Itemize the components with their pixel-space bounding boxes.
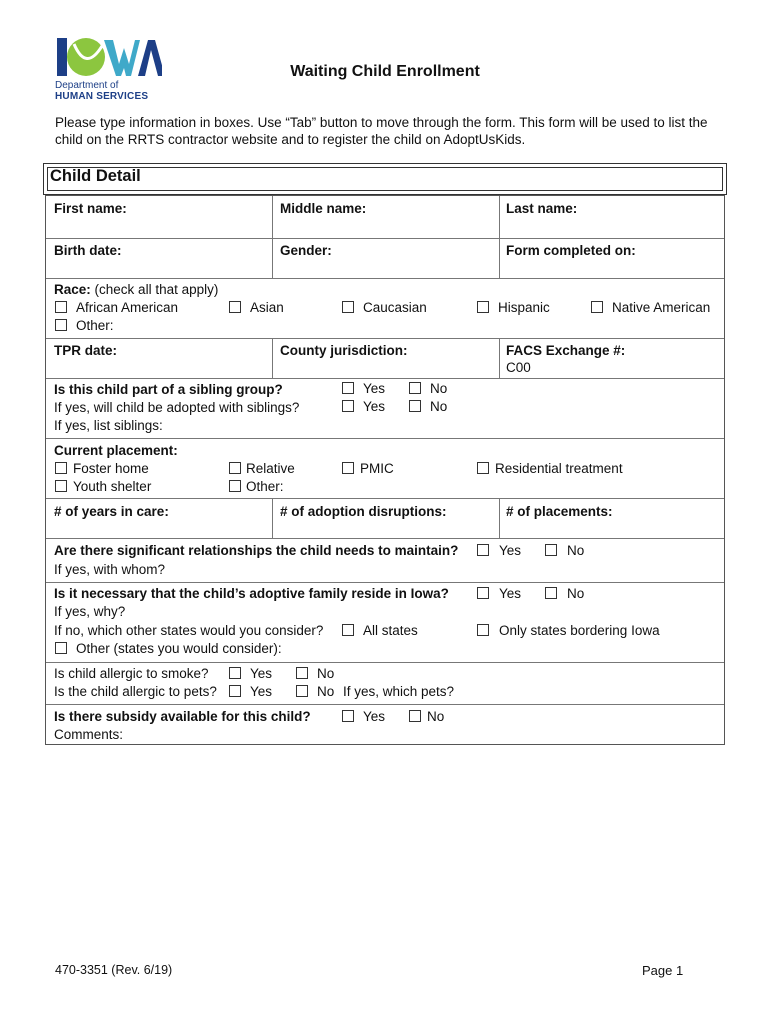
placement-foster-label: Foster home (73, 461, 149, 476)
form-instructions: Please type information in boxes. Use “Tab” button to move through the form. This form will be used to list the child on the RRTS contractor website and to register the child on AdoptUsKids. (55, 115, 708, 147)
sibling-adopted-yes-label: Yes (363, 399, 386, 414)
placement-residential-checkbox[interactable] (477, 462, 489, 474)
row-divider (46, 498, 724, 499)
current-placement-label: Current placement: (54, 443, 178, 458)
other-states-question: If no, which other states would you consider? (54, 623, 324, 638)
race-caucasian-checkbox[interactable] (342, 301, 354, 313)
adoption-disruptions-label: # of adoption disruptions: (280, 504, 447, 519)
subsidy-no-checkbox[interactable] (409, 710, 421, 722)
section-title: Child Detail (50, 167, 141, 185)
iowa-yes-label: Yes (499, 586, 522, 601)
years-in-care-label: # of years in care: (54, 504, 169, 519)
pets-no-checkbox[interactable] (296, 685, 308, 697)
iowa-no-label: No (567, 586, 585, 601)
race-label: Race: (54, 282, 91, 297)
relationships-whom-label: If yes, with whom? (54, 562, 166, 577)
row-divider (46, 582, 724, 583)
pets-yes-checkbox[interactable] (229, 685, 241, 697)
row-divider (46, 704, 724, 705)
tpr-date-label: TPR date: (54, 343, 118, 358)
placement-youth-shelter-label: Youth shelter (73, 479, 152, 494)
relationships-question: Are there significant relationships the child needs to maintain? (54, 543, 459, 558)
iowa-residence-question: Is it necessary that the child’s adoptive family reside in Iowa? (54, 586, 449, 601)
race-caucasian-label: Caucasian (363, 300, 427, 315)
race-other-checkbox[interactable] (55, 319, 67, 331)
race-hispanic-label: Hispanic (498, 300, 550, 315)
sibling-adopted-yes-checkbox[interactable] (342, 400, 354, 412)
relationships-no-checkbox[interactable] (545, 544, 557, 556)
other-states-label: Other (states you would consider): (76, 641, 282, 656)
sibling-list-label: If yes, list siblings: (54, 418, 163, 433)
sibling-no-checkbox[interactable] (409, 382, 421, 394)
logo-line-1: Department of (55, 80, 119, 91)
all-states-checkbox[interactable] (342, 624, 354, 636)
race-native-american-checkbox[interactable] (591, 301, 603, 313)
county-label: County jurisdiction: (280, 343, 408, 358)
section-header (43, 163, 727, 195)
race-asian-checkbox[interactable] (229, 301, 241, 313)
subsidy-yes-checkbox[interactable] (342, 710, 354, 722)
section-header-inner (47, 167, 723, 191)
relationships-no-label: No (567, 543, 585, 558)
placement-foster-checkbox[interactable] (55, 462, 67, 474)
column-divider (272, 338, 273, 378)
logo-line-2: HUMAN SERVICES (55, 91, 149, 102)
race-heading (54, 282, 218, 297)
placement-other-checkbox[interactable] (229, 480, 241, 492)
middle-name-label: Middle name: (280, 201, 367, 216)
first-name-label: First name: (54, 201, 127, 216)
sibling-question: Is this child part of a sibling group? (54, 382, 283, 397)
row-divider (46, 662, 724, 663)
form-title (0, 63, 770, 81)
pets-yes-label: Yes (250, 684, 273, 699)
facs-exchange-label: FACS Exchange #: (506, 343, 626, 358)
placement-relative-checkbox[interactable] (229, 462, 241, 474)
row-divider (46, 538, 724, 539)
all-states-label: All states (363, 623, 418, 638)
smoke-yes-checkbox[interactable] (229, 667, 241, 679)
race-native-american-label: Native American (612, 300, 711, 315)
form-title-text: Waiting Child Enrollment (290, 63, 480, 80)
smoke-no-label: No (317, 666, 335, 681)
sibling-yes-checkbox[interactable] (342, 382, 354, 394)
placement-pmic-checkbox[interactable] (342, 462, 354, 474)
column-divider (499, 338, 500, 378)
iowa-no-checkbox[interactable] (545, 587, 557, 599)
iowa-yes-checkbox[interactable] (477, 587, 489, 599)
subsidy-question: Is there subsidy available for this child? (54, 709, 311, 724)
gender-label: Gender: (280, 243, 332, 258)
form-completed-label: Form completed on: (506, 243, 636, 258)
other-states-checkbox[interactable] (55, 642, 67, 654)
race-african-american-checkbox[interactable] (55, 301, 67, 313)
subsidy-yes-label: Yes (363, 709, 386, 724)
row-divider (46, 378, 724, 379)
smoke-allergy-question: Is child allergic to smoke? (54, 666, 209, 681)
column-divider (499, 196, 500, 278)
race-other-label: Other: (76, 318, 114, 333)
placement-pmic-label: PMIC (360, 461, 394, 476)
comments-label: Comments: (54, 727, 124, 742)
facs-exchange-value: C00 (506, 360, 531, 375)
row-divider (46, 338, 724, 339)
form-number: 470-3351 (Rev. 6/19) (55, 963, 173, 977)
placement-other-label: Other: (246, 479, 284, 494)
race-asian-label: Asian (250, 300, 284, 315)
pets-no-label: No (317, 684, 335, 699)
column-divider (272, 196, 273, 278)
race-hispanic-checkbox[interactable] (477, 301, 489, 313)
row-divider (46, 238, 724, 239)
last-name-label: Last name: (506, 201, 578, 216)
bordering-states-label: Only states bordering Iowa (499, 623, 660, 638)
logo-text (55, 80, 148, 102)
sibling-no-label: No (430, 381, 448, 396)
placements-label: # of placements: (506, 504, 613, 519)
sibling-yes-label: Yes (363, 381, 386, 396)
smoke-no-checkbox[interactable] (296, 667, 308, 679)
placement-relative-label: Relative (246, 461, 295, 476)
bordering-states-checkbox[interactable] (477, 624, 489, 636)
which-pets-label: If yes, which pets? (343, 684, 455, 699)
relationships-yes-checkbox[interactable] (477, 544, 489, 556)
smoke-yes-label: Yes (250, 666, 273, 681)
placement-residential-label: Residential treatment (495, 461, 623, 476)
column-divider (499, 498, 500, 538)
placement-youth-shelter-checkbox[interactable] (55, 480, 67, 492)
sibling-adopted-no-label: No (430, 399, 448, 414)
page-number: Page 1 (642, 963, 684, 978)
row-divider (46, 278, 724, 279)
birth-date-label: Birth date: (54, 243, 122, 258)
relationships-yes-label: Yes (499, 543, 522, 558)
row-divider (46, 438, 724, 439)
sibling-adopted-no-checkbox[interactable] (409, 400, 421, 412)
sibling-adopted-question: If yes, will child be adopted with siblings? (54, 400, 300, 415)
iowa-why-label: If yes, why? (54, 604, 126, 619)
race-note: (check all that apply) (94, 282, 219, 297)
pet-allergy-question: Is the child allergic to pets? (54, 684, 217, 699)
column-divider (272, 498, 273, 538)
subsidy-no-label: No (427, 709, 445, 724)
race-african-american-label: African American (76, 300, 179, 315)
